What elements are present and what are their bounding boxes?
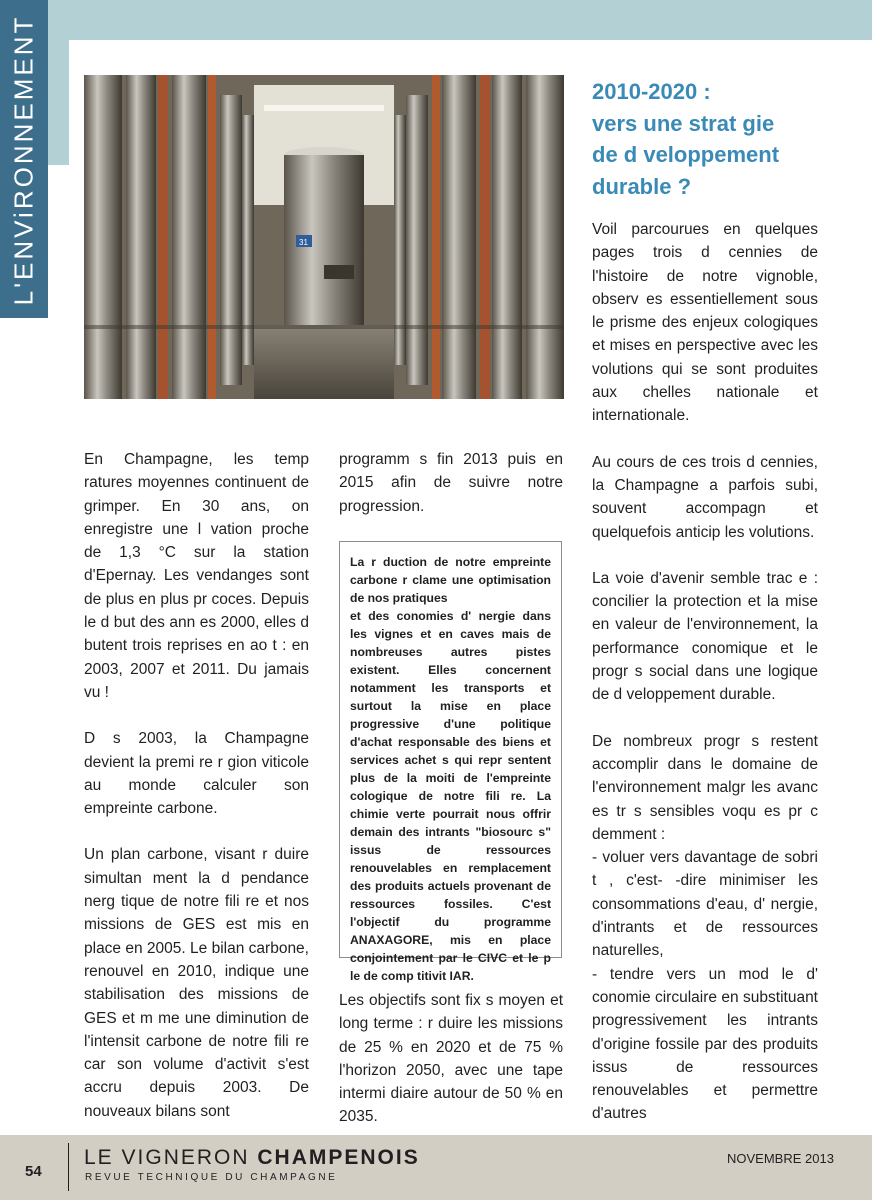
list-item: - voluer vers davantage de sobri t , c'est- -dire minimiser les consommations d'eau, d' nergie, d'intrants et de ressources naturelles, — [592, 849, 818, 960]
magazine-title — [84, 1146, 420, 1170]
magazine-subtitle: REVUE TECHNIQUE DU CHAMPAGNE — [85, 1172, 338, 1183]
paragraph: En Champagne, les temp ratures moyennes continuent de grimper. En 30 ans, on enregistre une l vation proche de 1,3 °C sur la station d'Epernay. Les vendanges sont de plus en plus pr coces. Depuis le d but des ann es 2000, elles d butent trois reprises en ao t : en 2003, 2007 et 2011. Du jamais vu ! — [84, 451, 309, 701]
paragraph: Au cours de ces trois d cennies, la Champagne a parfois subi, souvent accompagn et quelquefois anticip les volutions. — [592, 453, 818, 541]
cellar-illustration — [84, 75, 564, 399]
paragraph: D s 2003, la Champagne devient la premi re r gion viticole au monde calculer son empreinte carbone. — [84, 730, 309, 818]
middle-column-bottom — [339, 989, 563, 1152]
paragraph: La voie d'avenir semble trac e : concilier la protection et la mise en valeur de l'environnement, la performance conomique et le progr s social dans une logique de d veloppement durable. — [592, 569, 818, 704]
section-tab — [0, 0, 48, 318]
paragraph: Les objectifs sont fix s moyen et long terme : r duire les missions de 25 % en 2020 et de 75 % l'horizon 2050, avec une tape intermi diaire autour de 50 % en 2035. — [339, 992, 563, 1126]
box-paragraph: et des conomies d' nergie dans les vignes et en caves mais de nombreuses autres pistes existent. Elles concernent notamment les transports et surtout la mise en place progressive d'une politique d'achat responsable des biens et services achet s qui repr sentent plus de la moiti de l'empreinte cologique de notre fili re. La chimie verte pourrait nous offrir demain des intrants "biosourc s" issus de ressources renouvelables en remplacement des produits actuels provenant de ressources fossiles. C'est l'objectif du programme ANAXAGORE, mis en place conjointement par le CIVC et le p le de comp titivit IAR. — [350, 609, 551, 983]
right-column — [592, 218, 818, 1126]
magazine-title-strong: CHAMPENOIS — [257, 1146, 420, 1169]
heading-line: durable ? — [592, 173, 692, 199]
paragraph: De nombreux progr s restent accomplir dans le domaine de l'environnement malgr les avanc es tr s sensibles voqu es pr c demment : — [592, 732, 818, 843]
paragraph: Un plan carbone, visant r duire simultan ment la d pendance nerg tique de notre fili re et nos missions de GES est mis en place en 2005. Le bilan carbone, renouvel en 2010, indique une stabilisation des missions de GES et m me une diminution de l'intensit carbone de notre fili re car son volume d'activit s'est accru depuis 2003. De nouveaux bilans sont — [84, 846, 309, 1120]
wine-cellar-photo — [84, 75, 564, 399]
box-paragraph: La r duction de notre empreinte carbone r clame une optimisation de nos pratiques — [350, 555, 551, 605]
tank-number-label: 31 — [299, 238, 308, 247]
left-column — [84, 448, 309, 1146]
section-tab-label: L'ENViRONNEMENT — [8, 14, 39, 306]
heading-line: vers une strat gie — [592, 110, 775, 136]
list-item: - tendre vers un mod le d' conomie circulaire en substituant progressivement les intrants d'origine fossile par des produits issus de ressources renouvelables et permettre d'autres — [592, 965, 818, 1123]
heading-line: de d veloppement — [592, 142, 780, 167]
footer-divider — [68, 1143, 69, 1191]
header-bar — [69, 0, 872, 40]
paragraph: Voil parcourues en quelques pages trois d cennies de l'histoire de notre vignoble, observ es essentiellement sous le prisme des enjeux cologiques et mises en perspective avec les volutions qui se sont produites aux chelles nationale et internationale. — [592, 221, 818, 425]
issue-date: NOVEMBRE 2013 — [727, 1151, 834, 1166]
magazine-title-light: LE VIGNERON — [84, 1146, 258, 1169]
paragraph: programm s fin 2013 puis en 2015 afin de suivre notre progression. — [339, 451, 563, 515]
middle-column-top — [339, 448, 563, 541]
article-heading — [592, 76, 832, 202]
highlight-box — [339, 541, 562, 983]
heading-line: 2010-2020 : — [592, 79, 711, 104]
page-number: 54 — [25, 1163, 42, 1180]
section-tab-accent — [48, 0, 69, 165]
